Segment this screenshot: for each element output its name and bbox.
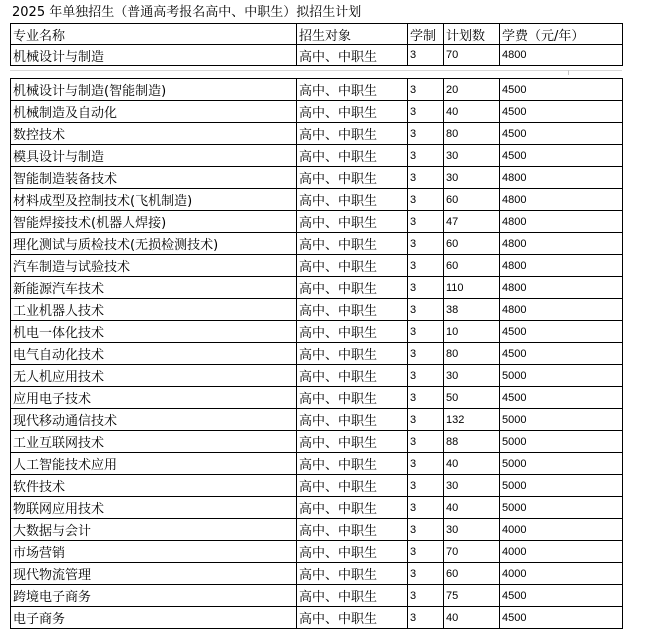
cell-fee: 4800 (500, 299, 623, 321)
cell-target: 高中、中职生 (297, 365, 408, 387)
table-row (11, 563, 623, 585)
cell-fee: 4800 (500, 45, 623, 66)
cell-name: 工业机器人技术 (11, 299, 297, 321)
cell-fee: 4000 (500, 563, 623, 585)
cell-name: 电子商务 (11, 607, 297, 629)
cell-name: 软件技术 (11, 475, 297, 497)
cell-years: 3 (408, 497, 444, 519)
cell-plan: 70 (444, 45, 500, 66)
cell-name: 智能制造装备技术 (11, 167, 297, 189)
cell-years: 3 (408, 343, 444, 365)
cell-name: 应用电子技术 (11, 387, 297, 409)
table-row (11, 255, 623, 277)
cell-target: 高中、中职生 (297, 233, 408, 255)
cell-plan: 47 (444, 211, 500, 233)
cell-plan: 60 (444, 563, 500, 585)
cell-name: 新能源汽车技术 (11, 277, 297, 299)
cell-name: 无人机应用技术 (11, 365, 297, 387)
cell-plan: 40 (444, 607, 500, 629)
cell-target: 高中、中职生 (297, 475, 408, 497)
cell-fee: 4800 (500, 233, 623, 255)
header-target: 招生对象 (297, 24, 408, 45)
cell-name: 机械制造及自动化 (11, 101, 297, 123)
table-row (11, 277, 623, 299)
cell-plan: 70 (444, 541, 500, 563)
cell-plan: 40 (444, 101, 500, 123)
plan-table-header (10, 23, 623, 66)
table-row (11, 497, 623, 519)
cell-fee: 4500 (500, 321, 623, 343)
cell-name: 机械设计与制造 (11, 45, 297, 66)
cell-target: 高中、中职生 (297, 145, 408, 167)
cell-name: 机电一体化技术 (11, 321, 297, 343)
table-row (11, 409, 623, 431)
table-row (11, 123, 623, 145)
cell-years: 3 (408, 145, 444, 167)
cell-plan: 20 (444, 79, 500, 101)
table-row (11, 453, 623, 475)
table-row (11, 541, 623, 563)
cell-target: 高中、中职生 (297, 277, 408, 299)
cell-fee: 4800 (500, 255, 623, 277)
table-row (11, 211, 623, 233)
header-name: 专业名称 (11, 24, 297, 45)
cell-fee: 4000 (500, 519, 623, 541)
header-row (11, 24, 623, 45)
cell-years: 3 (408, 167, 444, 189)
table-row (11, 585, 623, 607)
cell-plan: 80 (444, 123, 500, 145)
table-row (11, 431, 623, 453)
cell-name: 现代移动通信技术 (11, 409, 297, 431)
table-row (11, 519, 623, 541)
cell-plan: 40 (444, 497, 500, 519)
cell-name: 跨境电子商务 (11, 585, 297, 607)
cell-fee: 4800 (500, 211, 623, 233)
cell-plan: 30 (444, 519, 500, 541)
cell-plan: 30 (444, 145, 500, 167)
cell-plan: 75 (444, 585, 500, 607)
cell-plan: 30 (444, 475, 500, 497)
table-row (11, 299, 623, 321)
cell-target: 高中、中职生 (297, 453, 408, 475)
cell-fee: 4500 (500, 343, 623, 365)
cell-target: 高中、中职生 (297, 387, 408, 409)
cell-years: 3 (408, 277, 444, 299)
page-break-line (10, 70, 622, 71)
cell-target: 高中、中职生 (297, 607, 408, 629)
cell-target: 高中、中职生 (297, 79, 408, 101)
cell-name: 人工智能技术应用 (11, 453, 297, 475)
cell-name: 汽车制造与试验技术 (11, 255, 297, 277)
cell-name: 模具设计与制造 (11, 145, 297, 167)
table-row (11, 233, 623, 255)
cell-plan: 60 (444, 255, 500, 277)
cell-fee: 4800 (500, 189, 623, 211)
cell-years: 3 (408, 519, 444, 541)
cell-target: 高中、中职生 (297, 255, 408, 277)
cell-name: 大数据与会计 (11, 519, 297, 541)
cell-target: 高中、中职生 (297, 343, 408, 365)
cell-fee: 4500 (500, 123, 623, 145)
cell-target: 高中、中职生 (297, 541, 408, 563)
table-row (11, 387, 623, 409)
cell-years: 3 (408, 365, 444, 387)
cell-target: 高中、中职生 (297, 563, 408, 585)
table-row (11, 79, 623, 101)
cell-plan: 80 (444, 343, 500, 365)
cell-years: 3 (408, 541, 444, 563)
page-break-mark (568, 70, 569, 75)
cell-plan: 88 (444, 431, 500, 453)
table-row (11, 45, 623, 66)
table-row (11, 343, 623, 365)
cell-years: 3 (408, 409, 444, 431)
cell-target: 高中、中职生 (297, 299, 408, 321)
cell-target: 高中、中职生 (297, 519, 408, 541)
cell-years: 3 (408, 387, 444, 409)
cell-target: 高中、中职生 (297, 321, 408, 343)
table-row (11, 167, 623, 189)
cell-fee: 4500 (500, 585, 623, 607)
cell-target: 高中、中职生 (297, 211, 408, 233)
cell-fee: 5000 (500, 431, 623, 453)
table-row (11, 475, 623, 497)
cell-plan: 30 (444, 167, 500, 189)
cell-years: 3 (408, 607, 444, 629)
cell-target: 高中、中职生 (297, 45, 408, 66)
cell-years: 3 (408, 233, 444, 255)
cell-fee: 5000 (500, 409, 623, 431)
cell-plan: 60 (444, 233, 500, 255)
cell-years: 3 (408, 79, 444, 101)
cell-years: 3 (408, 453, 444, 475)
cell-fee: 4500 (500, 607, 623, 629)
cell-plan: 10 (444, 321, 500, 343)
header-years: 学制 (408, 24, 444, 45)
cell-target: 高中、中职生 (297, 497, 408, 519)
cell-target: 高中、中职生 (297, 431, 408, 453)
cell-name: 材料成型及控制技术(飞机制造) (11, 189, 297, 211)
table-row (11, 189, 623, 211)
cell-plan: 110 (444, 277, 500, 299)
cell-years: 3 (408, 475, 444, 497)
cell-fee: 4800 (500, 167, 623, 189)
cell-target: 高中、中职生 (297, 101, 408, 123)
cell-fee: 5000 (500, 365, 623, 387)
cell-years: 3 (408, 585, 444, 607)
table-row (11, 365, 623, 387)
cell-fee: 5000 (500, 475, 623, 497)
cell-years: 3 (408, 431, 444, 453)
cell-fee: 4000 (500, 541, 623, 563)
cell-years: 3 (408, 299, 444, 321)
cell-name: 理化测试与质检技术(无损检测技术) (11, 233, 297, 255)
cell-fee: 4500 (500, 145, 623, 167)
cell-plan: 132 (444, 409, 500, 431)
cell-plan: 50 (444, 387, 500, 409)
cell-name: 数控技术 (11, 123, 297, 145)
table-row (11, 101, 623, 123)
table-row (11, 321, 623, 343)
cell-name: 智能焊接技术(机器人焊接) (11, 211, 297, 233)
table-row (11, 607, 623, 629)
cell-name: 工业互联网技术 (11, 431, 297, 453)
cell-target: 高中、中职生 (297, 585, 408, 607)
plan-table (10, 78, 623, 629)
cell-years: 3 (408, 563, 444, 585)
cell-plan: 30 (444, 365, 500, 387)
cell-years: 3 (408, 211, 444, 233)
cell-years: 3 (408, 123, 444, 145)
cell-years: 3 (408, 255, 444, 277)
cell-plan: 40 (444, 453, 500, 475)
cell-target: 高中、中职生 (297, 123, 408, 145)
table-row (11, 145, 623, 167)
cell-fee: 5000 (500, 497, 623, 519)
cell-years: 3 (408, 101, 444, 123)
page-title: 2025 年单独招生（普通高考报名高中、中职生）拟招生计划 (12, 5, 362, 20)
cell-name: 市场营销 (11, 541, 297, 563)
cell-target: 高中、中职生 (297, 189, 408, 211)
cell-fee: 5000 (500, 453, 623, 475)
cell-name: 物联网应用技术 (11, 497, 297, 519)
cell-name: 电气自动化技术 (11, 343, 297, 365)
cell-years: 3 (408, 189, 444, 211)
cell-target: 高中、中职生 (297, 167, 408, 189)
cell-fee: 4500 (500, 101, 623, 123)
cell-fee: 4500 (500, 79, 623, 101)
cell-fee: 4800 (500, 277, 623, 299)
cell-years: 3 (408, 45, 444, 66)
cell-name: 机械设计与制造(智能制造) (11, 79, 297, 101)
cell-plan: 60 (444, 189, 500, 211)
header-plan: 计划数 (444, 24, 500, 45)
cell-fee: 4500 (500, 387, 623, 409)
cell-name: 现代物流管理 (11, 563, 297, 585)
cell-years: 3 (408, 321, 444, 343)
cell-plan: 38 (444, 299, 500, 321)
cell-target: 高中、中职生 (297, 409, 408, 431)
header-fee: 学费（元/年） (500, 24, 623, 45)
